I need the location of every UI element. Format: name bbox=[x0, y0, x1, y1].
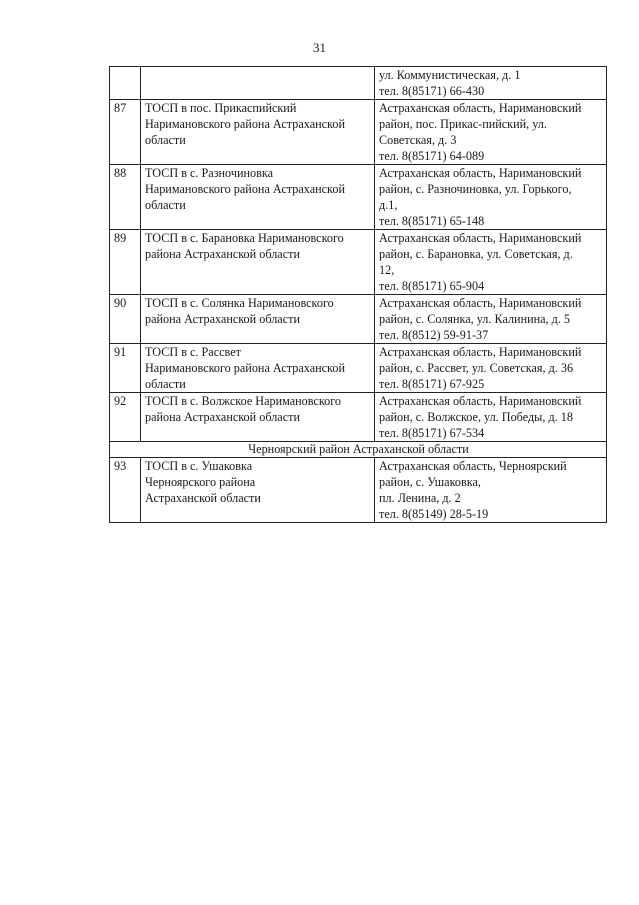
office-name-line: Наримановского района Астраханской bbox=[145, 117, 345, 131]
table-row bbox=[110, 344, 607, 393]
table-row bbox=[110, 295, 607, 344]
address-line: район, с. Разночиновка, ул. Горького, bbox=[379, 182, 572, 196]
row-number bbox=[110, 67, 141, 100]
office-name-line: ТОСП в с. Барановка Наримановского bbox=[145, 231, 344, 245]
row-number: 88 bbox=[110, 165, 141, 230]
office-name-line: ТОСП в с. Волжское Наримановского bbox=[145, 394, 342, 408]
address-line: Астраханская область, Наримановский bbox=[379, 101, 582, 115]
office-name-cell bbox=[141, 230, 375, 295]
address-cell bbox=[375, 165, 607, 230]
office-name-cell bbox=[141, 67, 375, 100]
address-line: тел. 8(8512) 59-91-37 bbox=[379, 328, 489, 342]
office-name-line: Астраханской области bbox=[145, 491, 261, 505]
office-name-line: ТОСП в с. Солянка Наримановского bbox=[145, 296, 334, 310]
address-line: Астраханская область, Черноярский bbox=[379, 459, 567, 473]
address-cell bbox=[375, 458, 607, 523]
address-cell bbox=[375, 295, 607, 344]
office-name-line: области bbox=[145, 133, 186, 147]
address-line: Астраханская область, Наримановский bbox=[379, 345, 582, 359]
row-number: 89 bbox=[110, 230, 141, 295]
address-cell bbox=[375, 344, 607, 393]
office-name-line: ТОСП в с. Ушаковка bbox=[145, 459, 253, 473]
address-line: район, с. Ушаковка, bbox=[379, 475, 481, 489]
table-row bbox=[110, 67, 607, 100]
office-name-line: Наримановского района Астраханской bbox=[145, 361, 345, 375]
office-table bbox=[109, 66, 607, 523]
office-name-line: области bbox=[145, 377, 186, 391]
address-cell bbox=[375, 67, 607, 100]
address-line: тел. 8(85171) 64-089 bbox=[379, 149, 485, 163]
address-line: тел. 8(85171) 67-534 bbox=[379, 426, 485, 440]
row-number: 87 bbox=[110, 100, 141, 165]
office-name-line: ТОСП в пос. Прикаспийский bbox=[145, 101, 297, 115]
address-line: район, с. Барановка, ул. Советская, д. bbox=[379, 247, 573, 261]
address-line: тел. 8(85171) 66-430 bbox=[379, 84, 485, 98]
office-name-cell bbox=[141, 344, 375, 393]
table-row bbox=[110, 393, 607, 442]
office-name-cell bbox=[141, 295, 375, 344]
address-cell bbox=[375, 100, 607, 165]
address-line: Астраханская область, Наримановский bbox=[379, 231, 582, 245]
address-line: д.1, bbox=[379, 198, 398, 212]
address-cell bbox=[375, 230, 607, 295]
office-name-line: Наримановского района Астраханской bbox=[145, 182, 345, 196]
row-number: 93 bbox=[110, 458, 141, 523]
address-line: район, с. Волжское, ул. Победы, д. 18 bbox=[379, 410, 573, 424]
office-name-cell bbox=[141, 458, 375, 523]
address-line: Астраханская область, Наримановский bbox=[379, 394, 582, 408]
office-name-line: района Астраханской области bbox=[145, 312, 300, 326]
address-line: тел. 8(85171) 67-925 bbox=[379, 377, 485, 391]
address-line: тел. 8(85149) 28-5-19 bbox=[379, 507, 489, 521]
table-row bbox=[110, 165, 607, 230]
row-number: 91 bbox=[110, 344, 141, 393]
district-title: Черноярский район Астраханской области bbox=[110, 442, 607, 458]
address-line: Астраханская область, Наримановский bbox=[379, 166, 582, 180]
district-header-row bbox=[110, 442, 607, 458]
office-name-line: Черноярского района bbox=[145, 475, 256, 489]
row-number: 92 bbox=[110, 393, 141, 442]
office-name-cell bbox=[141, 393, 375, 442]
address-line: ул. Коммунистическая, д. 1 bbox=[379, 68, 521, 82]
table-row bbox=[110, 100, 607, 165]
office-name-cell bbox=[141, 100, 375, 165]
address-line: район, пос. Прикас-пийский, ул. bbox=[379, 117, 547, 131]
address-line: Советская, д. 3 bbox=[379, 133, 457, 147]
address-line: тел. 8(85171) 65-904 bbox=[379, 279, 485, 293]
address-line: 12, bbox=[379, 263, 395, 277]
office-name-line: области bbox=[145, 198, 186, 212]
address-cell bbox=[375, 393, 607, 442]
office-name-line: района Астраханской области bbox=[145, 410, 300, 424]
row-number: 90 bbox=[110, 295, 141, 344]
address-line: пл. Ленина, д. 2 bbox=[379, 491, 461, 505]
table-row bbox=[110, 458, 607, 523]
address-line: тел. 8(85171) 65-148 bbox=[379, 214, 485, 228]
office-name-line: ТОСП в с. Рассвет bbox=[145, 345, 241, 359]
address-line: Астраханская область, Наримановский bbox=[379, 296, 582, 310]
office-name-line: района Астраханской области bbox=[145, 247, 300, 261]
office-name-line: ТОСП в с. Разночиновка bbox=[145, 166, 273, 180]
office-name-cell bbox=[141, 165, 375, 230]
address-line: район, с. Рассвет, ул. Советская, д. 36 bbox=[379, 361, 574, 375]
page-number: 31 bbox=[313, 40, 326, 55]
address-line: район, с. Солянка, ул. Калинина, д. 5 bbox=[379, 312, 571, 326]
table-row bbox=[110, 230, 607, 295]
